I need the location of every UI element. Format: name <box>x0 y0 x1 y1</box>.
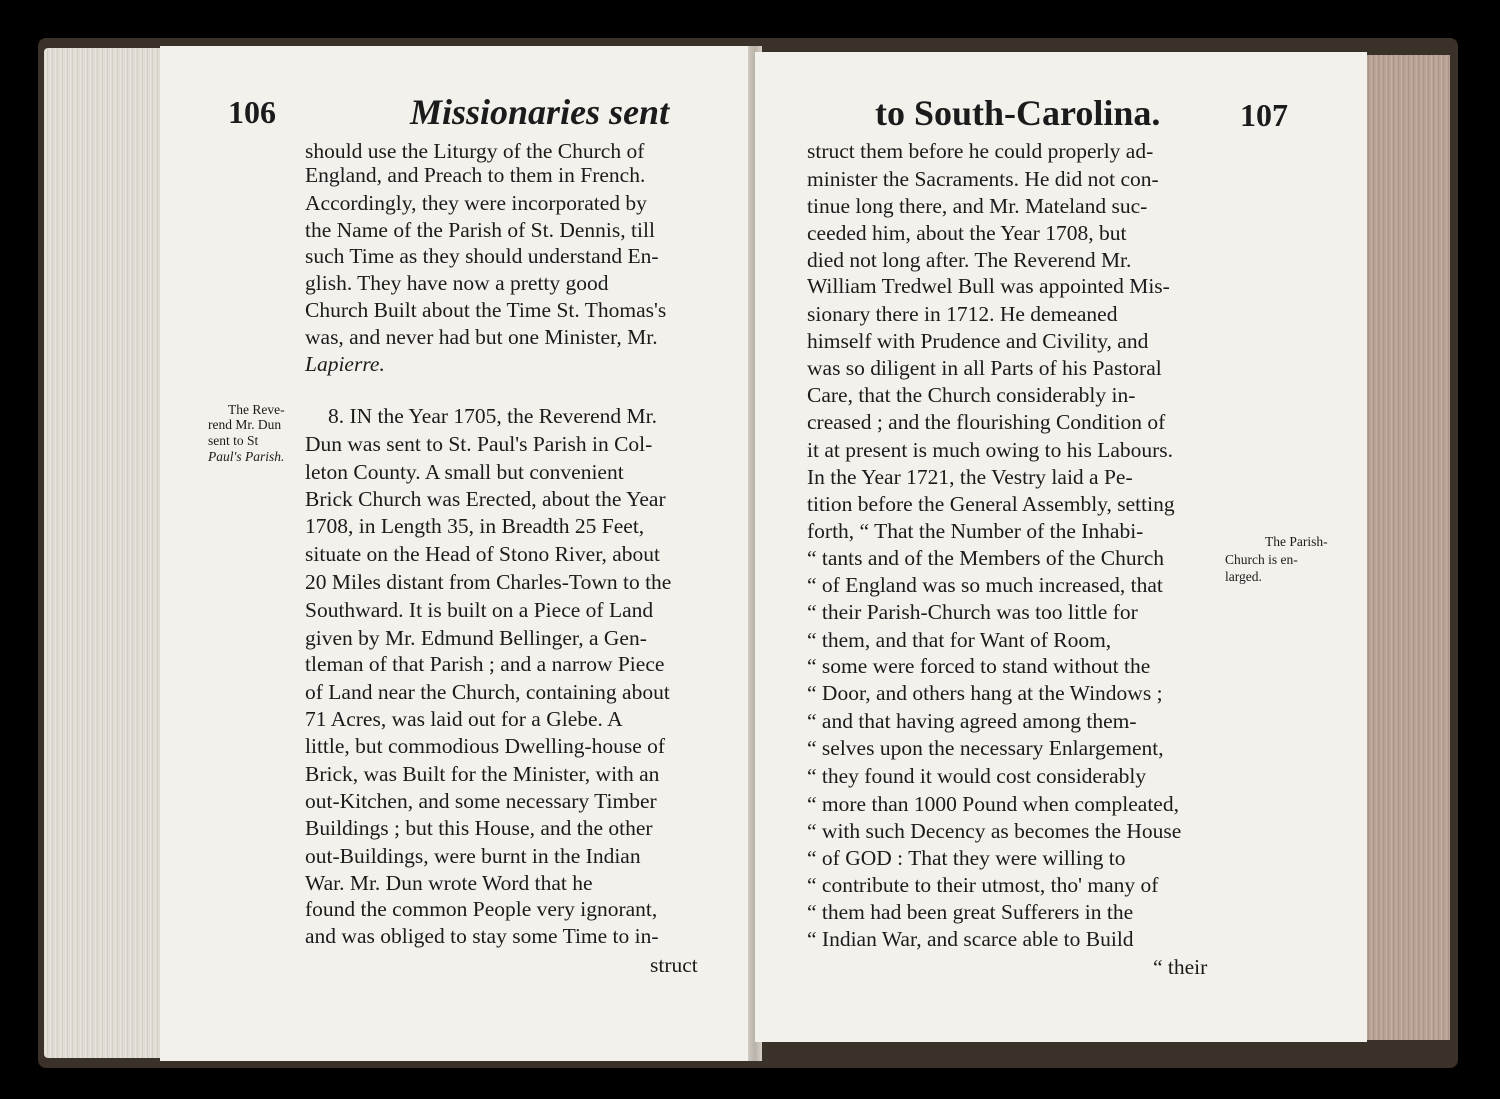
text-line: In the Year 1721, the Vestry laid a Pe- <box>807 465 1133 489</box>
text-line: minister the Sacraments. He did not con- <box>807 167 1159 191</box>
margin-note-line: Paul's Parish. <box>208 449 285 464</box>
text-line: “ Indian War, and scarce able to Build <box>807 927 1134 951</box>
text-line: England, and Preach to them in French. <box>305 163 646 187</box>
text-line: Accordingly, they were incorporated by <box>305 191 647 215</box>
text-line: Church Built about the Time St. Thomas's <box>305 298 667 322</box>
left-page <box>160 46 750 1061</box>
text-line: and was obliged to stay some Time to in- <box>305 924 659 948</box>
text-line: died not long after. The Reverend Mr. <box>807 248 1132 272</box>
text-line: should use the Liturgy of the Church of <box>305 139 645 163</box>
text-line: “ of GOD : That they were willing to <box>807 846 1126 870</box>
text-line: sionary there in 1712. He demeaned <box>807 302 1118 326</box>
text-line: leton County. A small but convenient <box>305 460 624 484</box>
margin-note-line: sent to St <box>208 433 259 448</box>
text-line: out-Kitchen, and some necessary Timber <box>305 789 657 813</box>
text-line: Southward. It is built on a Piece of Land <box>305 598 654 622</box>
text-line: struct them before he could properly ad- <box>807 139 1154 163</box>
text-line: tition before the General Assembly, setting <box>807 492 1175 516</box>
text-line: William Tredwel Bull was appointed Mis- <box>807 274 1170 298</box>
text-line: War. Mr. Dun wrote Word that he <box>305 871 593 895</box>
text-line: “ their Parish-Church was too little for <box>807 600 1138 624</box>
text-line: tinue long there, and Mr. Mateland suc- <box>807 194 1148 218</box>
text-line: “ they found it would cost considerably <box>807 764 1147 788</box>
text-line: 8. IN the Year 1705, the Reverend Mr. <box>328 404 658 428</box>
text-line: Care, that the Church considerably in- <box>807 383 1136 407</box>
text-line: “ with such Decency as becomes the House <box>807 819 1182 843</box>
page-number-right: 107 <box>1240 97 1288 133</box>
text-line: forth, “ That the Number of the Inhabi- <box>807 519 1144 543</box>
margin-note-line: The Reve- <box>228 402 285 417</box>
text-line: situate on the Head of Stono River, about <box>305 542 661 566</box>
text-line: “ them had been great Sufferers in the <box>807 900 1134 924</box>
text-line: such Time as they should understand En- <box>305 244 659 268</box>
text-line: out-Buildings, were burnt in the Indian <box>305 844 641 868</box>
text-line: the Name of the Parish of St. Dennis, till <box>305 218 655 242</box>
text-line: “ and that having agreed among them- <box>807 709 1137 733</box>
text-line: “ some were forced to stand without the <box>807 654 1151 678</box>
text-line: Dun was sent to St. Paul's Parish in Col- <box>305 432 653 456</box>
text-line: himself with Prudence and Civility, and <box>807 329 1149 353</box>
text-line: Buildings ; but this House, and the other <box>305 816 653 840</box>
margin-note-line: The Parish- <box>1265 534 1328 549</box>
text-line: “ tants and of the Members of the Church <box>807 546 1165 570</box>
page-edges-right <box>1360 55 1450 1040</box>
running-head-left: Missionaries sent <box>410 92 670 132</box>
text-line: Brick Church was Erected, about the Year <box>305 487 666 511</box>
right-page <box>755 52 1367 1042</box>
text-line: it at present is much owing to his Labours. <box>807 438 1174 462</box>
text-line: 1708, in Length 35, in Breadth 25 Feet, <box>305 514 645 538</box>
margin-note-line: Church is en- <box>1225 552 1298 567</box>
running-head-right: to South-Carolina. <box>875 93 1161 133</box>
text-line: tleman of that Parish ; and a narrow Piece <box>305 652 665 676</box>
text-line: “ more than 1000 Pound when compleated, <box>807 792 1179 816</box>
text-line: of Land near the Church, containing about <box>305 680 670 704</box>
catchword-left: struct <box>650 953 698 977</box>
page-edges-left <box>44 48 164 1058</box>
margin-note-line: larged. <box>1225 569 1262 584</box>
text-line: creased ; and the flourishing Condition of <box>807 410 1166 434</box>
text-line: Lapierre. <box>305 352 385 376</box>
text-line: “ selves upon the necessary Enlargement, <box>807 736 1164 760</box>
text-line: Brick, was Built for the Minister, with an <box>305 762 660 786</box>
text-line: glish. They have now a pretty good <box>305 271 609 295</box>
text-line: “ them, and that for Want of Room, <box>807 628 1112 652</box>
text-line: “ contribute to their utmost, tho' many of <box>807 873 1159 897</box>
text-line: 20 Miles distant from Charles-Town to the <box>305 570 672 594</box>
catchword-right: “ their <box>1153 955 1208 979</box>
margin-note-line: rend Mr. Dun <box>208 417 282 432</box>
text-line: given by Mr. Edmund Bellinger, a Gen- <box>305 626 647 650</box>
text-line: “ Door, and others hang at the Windows ; <box>807 681 1163 705</box>
text-line: little, but commodious Dwelling-house of <box>305 734 666 758</box>
page-number-left: 106 <box>228 94 276 130</box>
text-line: was so diligent in all Parts of his Pastoral <box>807 356 1162 380</box>
text-line: “ of England was so much increased, that <box>807 573 1163 597</box>
text-line: was, and never had but one Minister, Mr. <box>305 325 658 349</box>
text-line: ceeded him, about the Year 1708, but <box>807 221 1127 245</box>
text-line: 71 Acres, was laid out for a Glebe. A <box>305 707 623 731</box>
text-line: found the common People very ignorant, <box>305 897 658 921</box>
